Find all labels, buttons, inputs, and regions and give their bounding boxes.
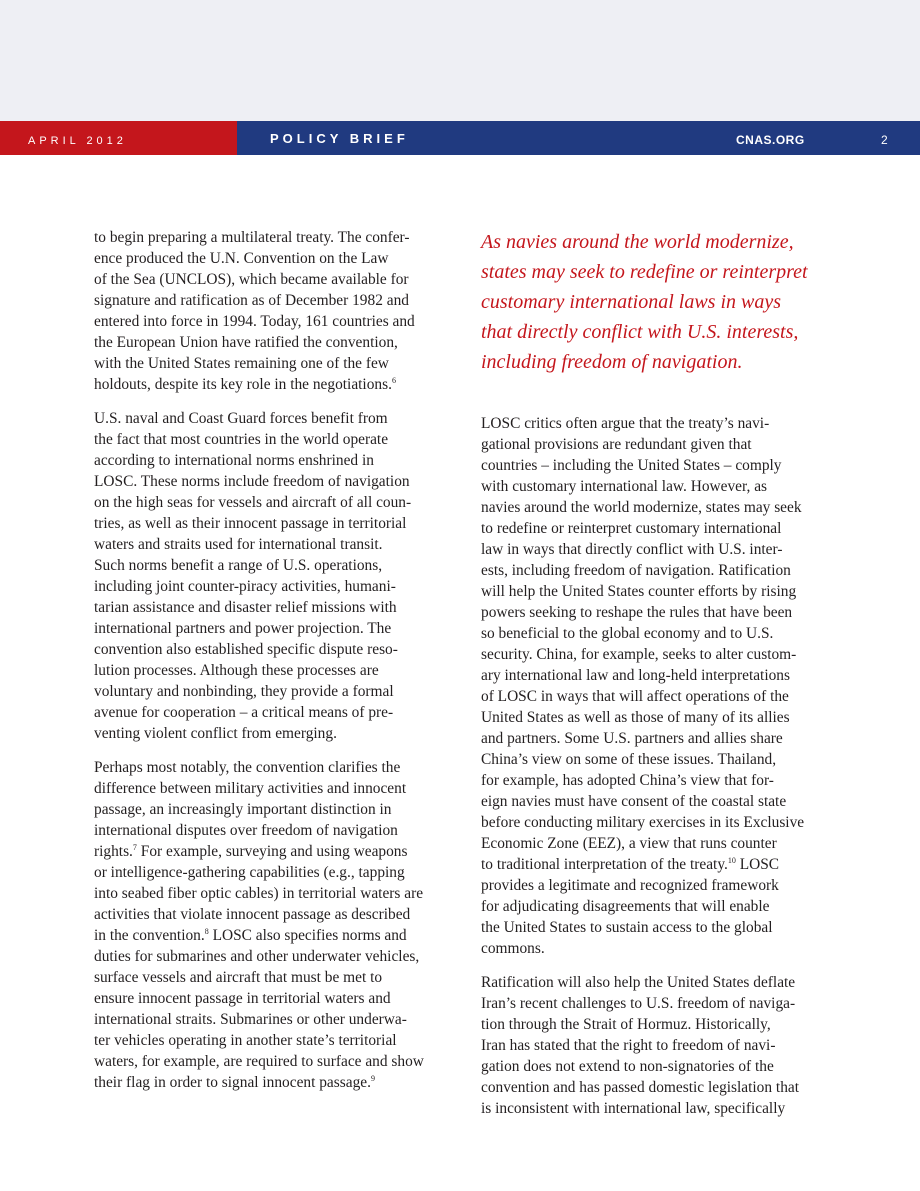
footnote-ref: 10 [727,856,736,865]
text-line: convention and has passed domestic legislation that [481,1079,800,1096]
text-line: for adjudicating disagreements that will enable [481,898,770,915]
footnote-ref: 8 [204,927,209,936]
text-line: including joint counter-piracy activities, humani- [94,578,396,595]
text-segment: their flag in order to signal innocent passage. [94,1074,371,1091]
text-line: will help the United States counter efforts by rising [481,583,797,600]
paragraph [94,408,440,744]
text-line: entered into force in 1994. Today, 161 countries and [94,313,415,330]
text-line: Perhaps most notably, the convention clarifies the [94,759,401,776]
text-line: voluntary and nonbinding, they provide a formal [94,683,394,700]
text-line: or intelligence-gathering capabilities (e.g., tapping [94,864,405,881]
paragraph [481,413,831,959]
text-line: and partners. Some U.S. partners and allies share [481,730,783,747]
page-number: 2 [881,133,888,147]
running-header [0,121,920,155]
pull-quote-line: customary international laws in ways [481,291,781,313]
footnote-ref: 9 [370,1074,375,1083]
text-line: to begin preparing a multilateral treaty. The confer- [94,229,410,246]
paragraph [94,227,440,395]
text-line: waters, for example, are required to surface and show [94,1053,424,1070]
top-margin-band [0,0,920,121]
text-line: powers seeking to reshape the rules that have been [481,604,793,621]
text-line: into seabed fiber optic cables) in territorial waters are [94,885,424,902]
text-segment: to traditional interpretation of the treaty. [481,856,728,873]
text-segment: rights. [94,843,133,860]
text-line: navies around the world modernize, states may seek [481,499,802,516]
text-line: tarian assistance and disaster relief missions with [94,599,397,616]
text-line: signature and ratification as of December 1982 and [94,292,409,309]
text-line: Ratification will also help the United States deflate [481,974,796,991]
left-column [94,227,440,1106]
text-line: eign navies must have consent of the coastal state [481,793,787,810]
text-line: the European Union have ratified the convention, [94,334,398,351]
text-line: before conducting military exercises in its Exclusive [481,814,805,831]
text-line: passage, an increasingly important distinction in [94,801,392,818]
text-line: according to international norms enshrined in [94,452,374,469]
text-line: the fact that most countries in the world operate [94,431,389,448]
footnote-ref: 6 [391,376,396,385]
text-line: Economic Zone (EEZ), a view that runs counter [481,835,777,852]
text-line: waters and straits used for international transit. [94,536,383,553]
header-title: POLICY BRIEF [270,131,409,146]
text-line: Iran has stated that the right to freedom of navi- [481,1037,776,1054]
right-column [481,227,831,1132]
text-segment: in the convention. [94,927,205,944]
text-line: the United States to sustain access to the global [481,919,773,936]
text-line: U.S. naval and Coast Guard forces benefit from [94,410,388,427]
text-line: provides a legitimate and recognized framework [481,877,779,894]
header-date: APRIL 2012 [28,135,127,147]
text-line: tries, as well as their innocent passage in territorial [94,515,407,532]
text-line: convention also established specific dispute reso- [94,641,398,658]
text-line: gational provisions are redundant given that [481,436,752,453]
text-line: gation does not extend to non-signatories of the [481,1058,774,1075]
text-line: for example, has adopted China’s view that for- [481,772,774,789]
text-line: duties for submarines and other underwater vehicles, [94,948,420,965]
text-line: ensure innocent passage in territorial waters and [94,990,391,1007]
header-site: CNAS.ORG [736,133,805,147]
text-segment: LOSC [739,856,780,873]
text-line: difference between military activities and innocent [94,780,407,797]
text-line: ary international law and long-held interpretations [481,667,790,684]
text-line: lution processes. Although these processes are [94,662,379,679]
text-line: countries – including the United States – comply [481,457,782,474]
text-line: United States as well as those of many of its allies [481,709,790,726]
text-line: avenue for cooperation – a critical means of pre- [94,704,394,721]
text-line: law in ways that directly conflict with U.S. inter- [481,541,783,558]
pull-quote-line: including freedom of navigation. [481,351,743,373]
pull-quote-line: states may seek to redefine or reinterpret [481,261,808,283]
paragraph [481,972,831,1119]
text-segment: holdouts, despite its key role in the negotiations. [94,376,392,393]
text-line: security. China, for example, seeks to alter custom- [481,646,797,663]
text-line: Iran’s recent challenges to U.S. freedom of naviga- [481,995,796,1012]
text-line: international straits. Submarines or other underwa- [94,1011,407,1028]
text-line: activities that violate innocent passage as described [94,906,411,923]
text-line: tion through the Strait of Hormuz. Historically, [481,1016,771,1033]
text-line: with customary international law. However, as [481,478,768,495]
text-line: so beneficial to the global economy and to U.S. [481,625,774,642]
text-line: ests, including freedom of navigation. Ratification [481,562,791,579]
text-line: China’s view on some of these issues. Thailand, [481,751,777,768]
text-line: Such norms benefit a range of U.S. operations, [94,557,383,574]
text-line: to redefine or reinterpret customary international [481,520,782,537]
text-line: commons. [481,940,545,957]
text-line: LOSC. These norms include freedom of navigation [94,473,410,490]
text-line: LOSC critics often argue that the treaty’s navi- [481,415,770,432]
text-line: ter vehicles operating in another state’s territorial [94,1032,397,1049]
pull-quote-line: that directly conflict with U.S. interests, [481,321,799,343]
text-line: is inconsistent with international law, specifically [481,1100,786,1117]
text-line: international disputes over freedom of navigation [94,822,398,839]
text-line: of the Sea (UNCLOS), which became available for [94,271,409,288]
text-line [94,1072,440,1093]
text-segment: LOSC also specifies norms and [212,927,407,944]
pull-quote [481,227,831,377]
text-line [481,854,831,875]
footnote-ref: 7 [132,843,137,852]
text-line: venting violent conflict from emerging. [94,725,337,742]
text-line: surface vessels and aircraft that must be met to [94,969,383,986]
paragraph [94,757,440,1093]
header-title-block [237,121,920,155]
text-line [94,841,440,862]
pull-quote-line: As navies around the world modernize, [481,231,794,253]
text-line [94,374,440,395]
text-line: ence produced the U.N. Convention on the Law [94,250,389,267]
text-segment: For example, surveying and using weapons [140,843,408,860]
text-line: with the United States remaining one of the few [94,355,389,372]
text-line [94,925,440,946]
header-date-block [0,121,237,155]
text-line: international partners and power projection. The [94,620,392,637]
text-line: on the high seas for vessels and aircraft of all coun- [94,494,412,511]
text-line: of LOSC in ways that will affect operations of the [481,688,789,705]
